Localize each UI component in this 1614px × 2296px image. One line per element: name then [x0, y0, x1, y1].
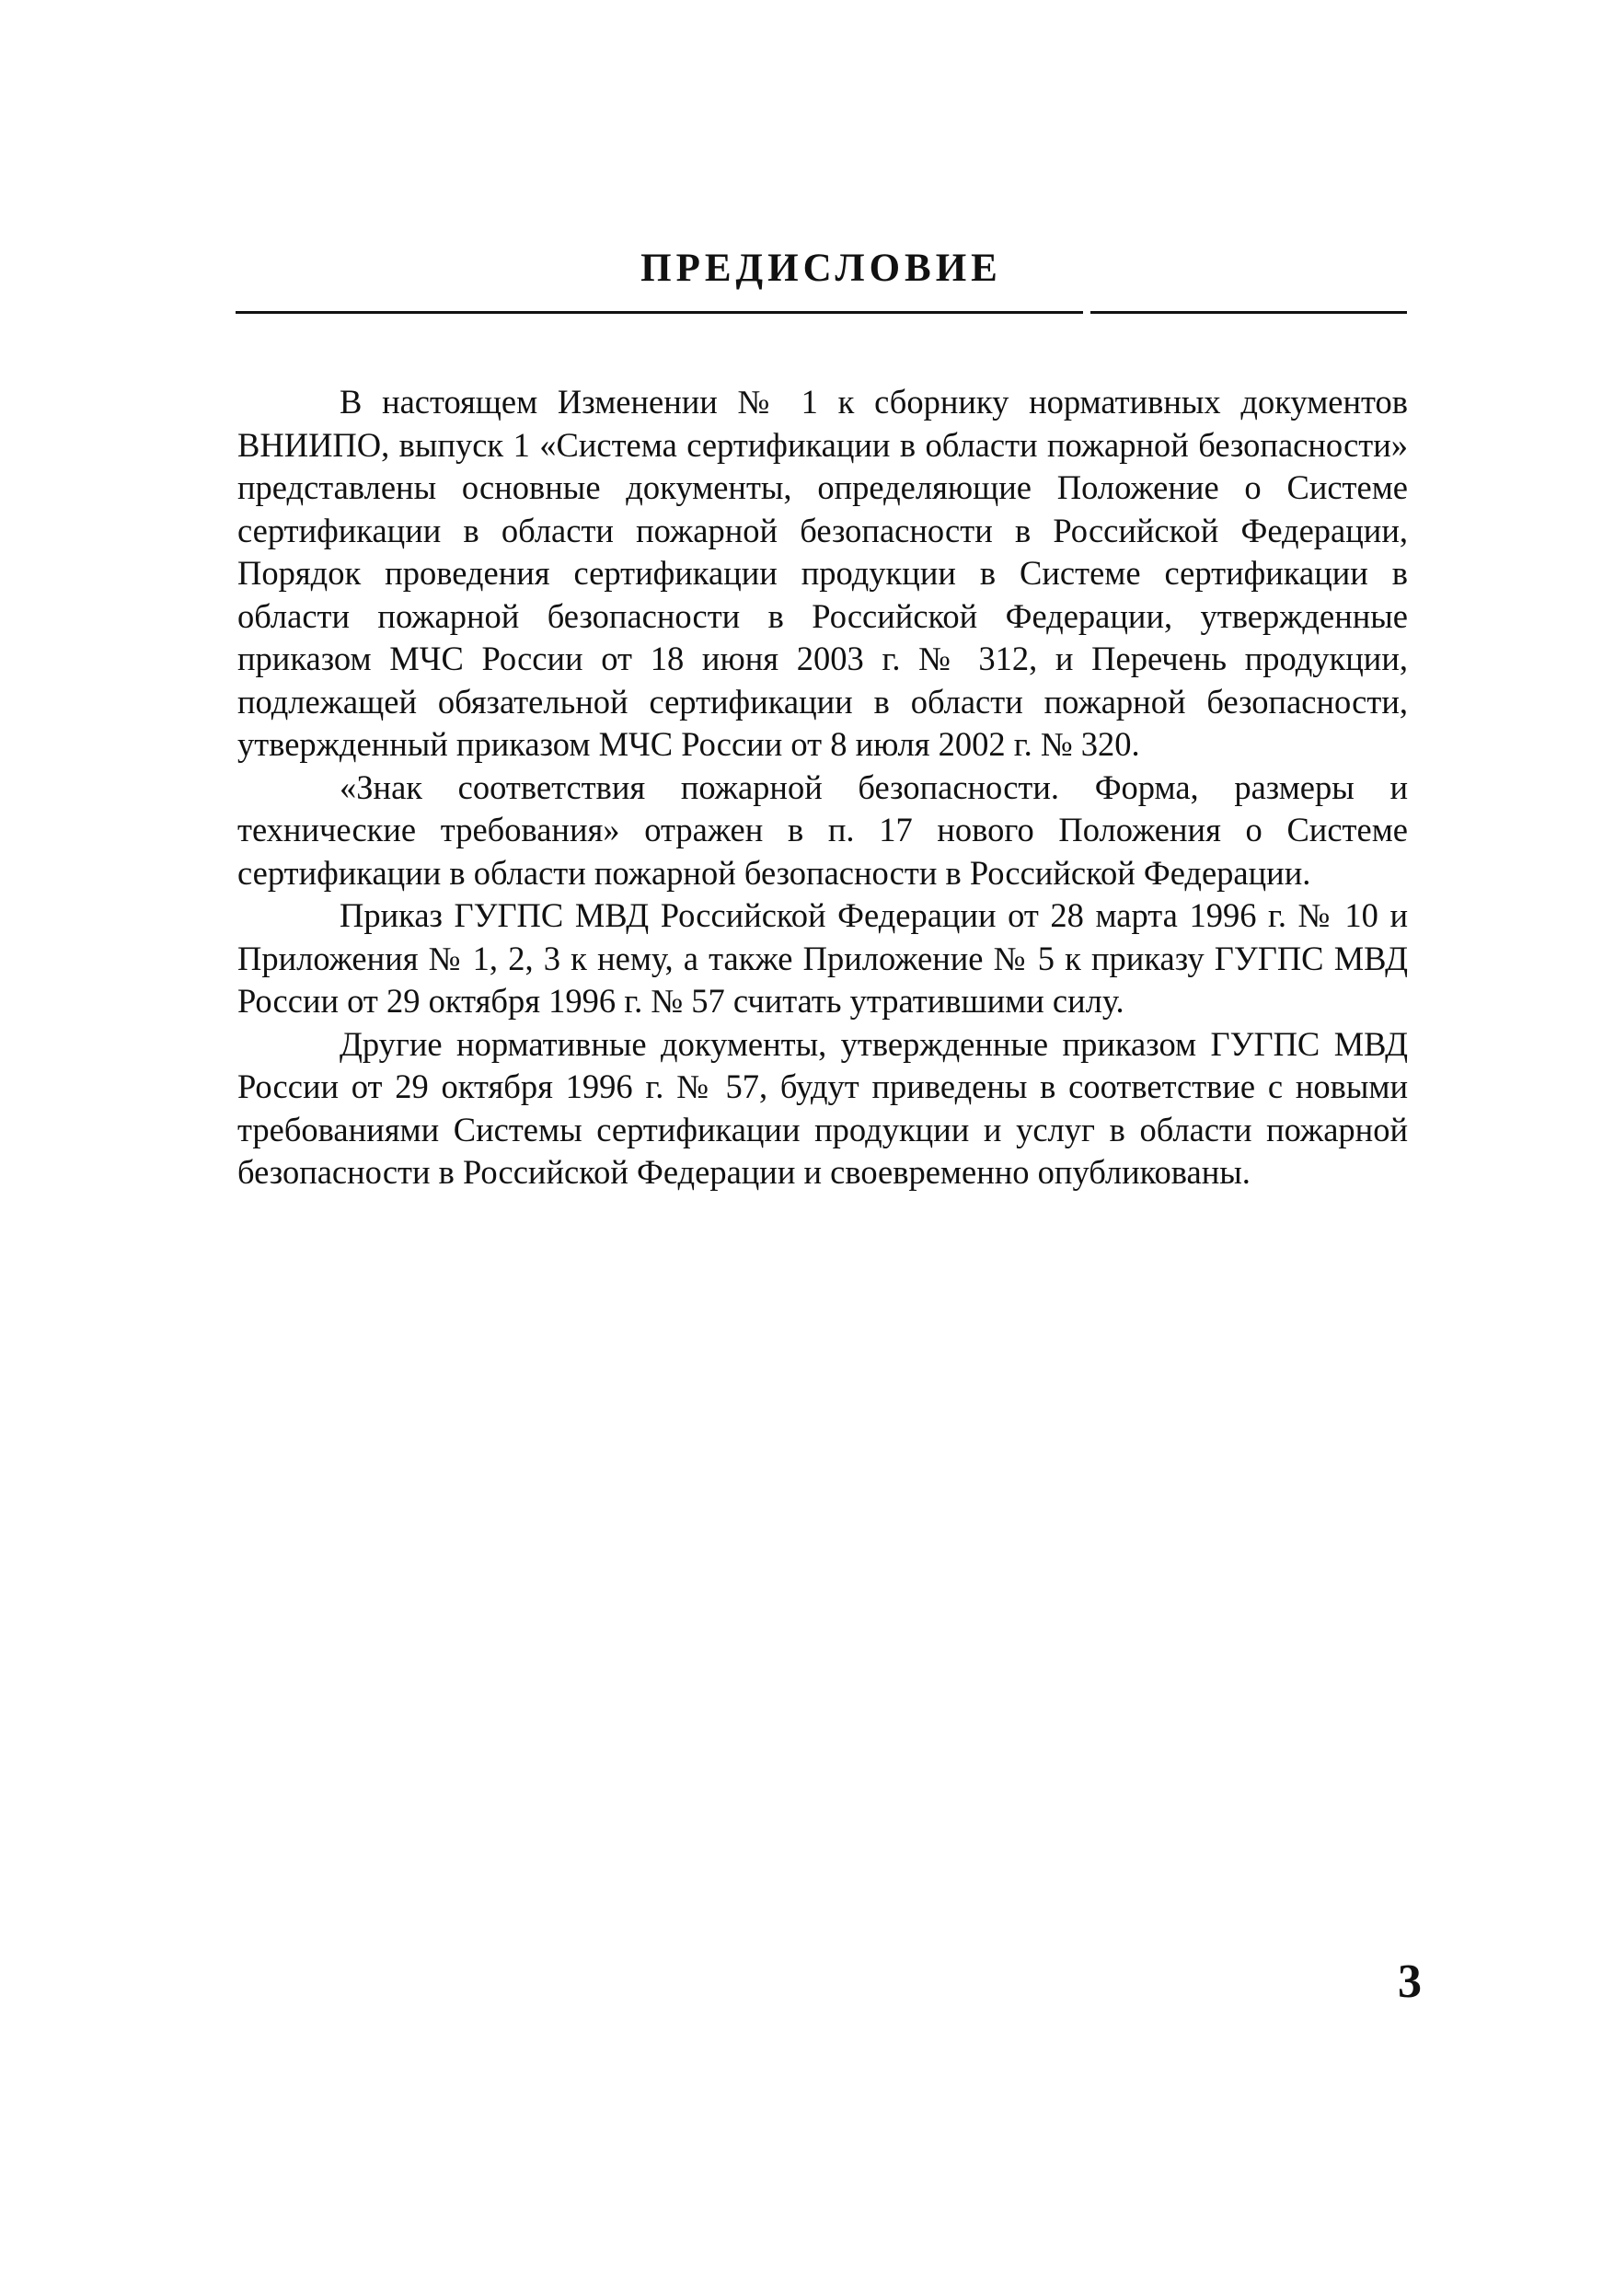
paragraph-3: Приказ ГУГПС МВД Российской Федерации от 28 марта 1996 г. № 10 и Приложения № 1, 2, 3 к нему, а также Приложение № 5 к приказу ГУГПС МВД России от 29 октября 1996 г. № 57 считать утратившими силу. [237, 896, 1408, 1020]
preface-body [237, 381, 1408, 1194]
title-underline-left [236, 311, 1083, 314]
page-title: ПРЕДИСЛОВИЕ [640, 247, 1002, 290]
title-underline-right [1090, 311, 1407, 314]
paragraph-2: «Знак соответствия пожарной безопасности. Форма, размеры и технические требования» отражен в п. 17 нового Положения о Системе сертификации в области пожарной безопасности в Российской Федерации. [237, 767, 1408, 892]
paragraph-4: Другие нормативные документы, утвержденные приказом ГУГПС МВД России от 29 октября 1996 г. № 57, будут приведены в соответствие с новыми требованиями Системы сертификации продукции и услуг в области пожарной безопасности в Российской Федерации и своевременно опубликованы. [237, 1024, 1408, 1191]
page-number: 3 [1398, 1956, 1422, 2008]
paragraph-1: В настоящем Изменении № 1 к сборнику нормативных документов ВНИИПО, выпуск 1 «Система сертификации в области пожарной безопасности» представлены основные документы, определяющие Положение о Системе сертификации в области пожарной безопасности в Российской Федерации, Порядок проведения сертификации продукции в Системе сертификации в области пожарной безопасности в Российской Федерации, утвержденные приказом МЧС России от 18 июня 2003 г. № 312, и Перечень продукции, подлежащей обязательной сертификации в области пожарной безопасности, утвержденный приказом МЧС России от 8 июля 2002 г. № 320. [237, 383, 1408, 763]
